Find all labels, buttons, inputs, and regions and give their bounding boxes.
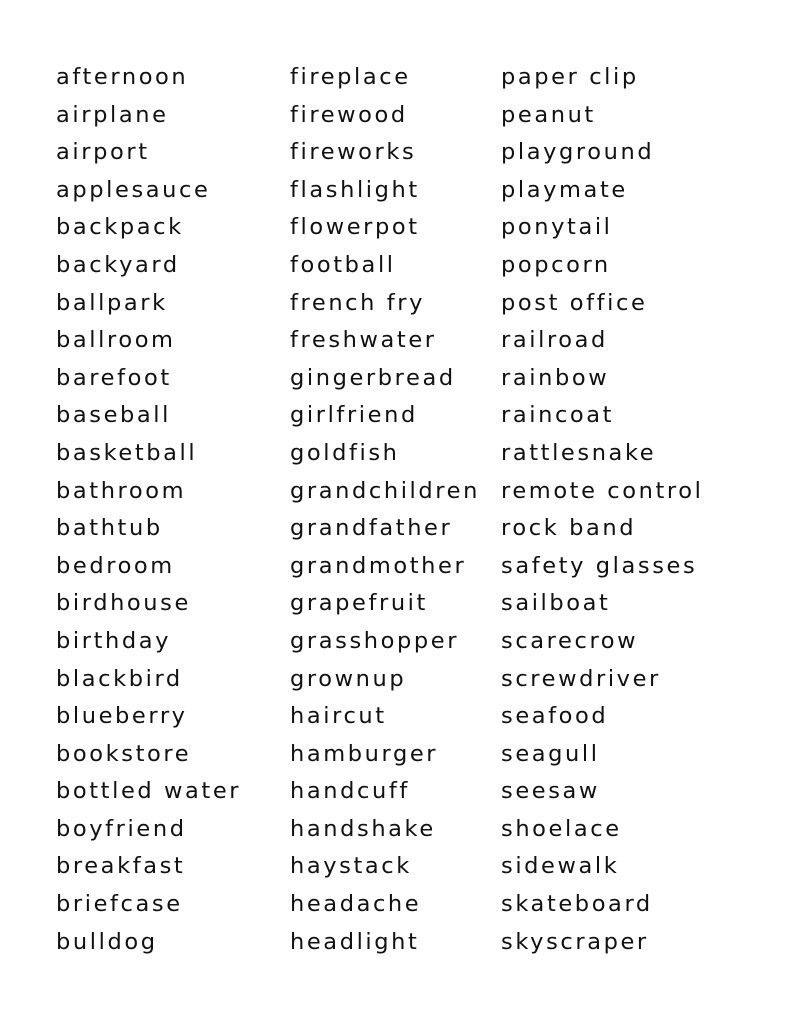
word-item: boyfriend — [56, 815, 187, 842]
word-item: seagull — [501, 740, 600, 767]
word-item: rock band — [501, 515, 637, 542]
word-item: afternoon — [56, 64, 189, 90]
word-item: bathroom — [56, 477, 187, 504]
word-item: fireplace — [290, 64, 411, 90]
word-item: handcuff — [290, 778, 410, 805]
word-item: grownup — [290, 665, 407, 692]
word-item: basketball — [56, 439, 198, 466]
word-item: briefcase — [56, 891, 183, 918]
word-item: grandfather — [290, 515, 453, 542]
word-item: hamburger — [290, 740, 439, 767]
word-item: bedroom — [56, 552, 175, 579]
word-item: sailboat — [501, 590, 611, 617]
word-item: safety glasses — [501, 552, 698, 579]
word-item: blackbird — [56, 665, 183, 692]
word-item: grandchildren — [290, 477, 480, 504]
word-item: birthday — [56, 627, 172, 654]
word-item: headlight — [290, 928, 420, 955]
word-item: grasshopper — [290, 627, 460, 654]
word-item: ballroom — [56, 327, 176, 354]
word-item: breakfast — [56, 853, 186, 880]
word-item: barefoot — [56, 364, 172, 391]
word-item: birdhouse — [56, 590, 191, 617]
word-item: firewood — [290, 101, 408, 128]
word-item: girlfriend — [290, 402, 418, 429]
word-column-2 — [290, 59, 480, 961]
word-item: blueberry — [56, 703, 188, 730]
word-item: shoelace — [501, 815, 622, 842]
word-item: seesaw — [501, 778, 600, 805]
word-item: bulldog — [56, 928, 158, 955]
word-item: grandmother — [290, 552, 467, 579]
word-item: scarecrow — [501, 627, 639, 654]
word-item: backyard — [56, 251, 180, 278]
word-item: headache — [290, 891, 422, 918]
word-item: ballpark — [56, 289, 168, 316]
word-item: peanut — [501, 101, 596, 128]
word-item: bookstore — [56, 740, 192, 767]
word-item: popcorn — [501, 251, 611, 278]
word-item: screwdriver — [501, 665, 661, 692]
word-column-1 — [56, 59, 241, 961]
word-item: baseball — [56, 402, 172, 429]
word-column-3 — [501, 59, 704, 961]
word-item: applesauce — [56, 176, 211, 203]
word-item: playground — [501, 139, 655, 166]
word-item: skateboard — [501, 891, 653, 918]
word-item: post office — [501, 289, 648, 316]
word-item: grapefruit — [290, 590, 428, 617]
word-item: playmate — [501, 176, 628, 203]
word-item: backpack — [56, 214, 184, 241]
word-item: rainbow — [501, 364, 610, 391]
word-item: gingerbread — [290, 364, 456, 391]
word-item: rattlesnake — [501, 439, 657, 466]
word-item: flowerpot — [290, 214, 420, 241]
word-item: paper clip — [501, 64, 639, 90]
word-item: remote control — [501, 477, 704, 504]
word-item: french fry — [290, 289, 426, 316]
word-item: airport — [56, 139, 150, 166]
word-item: handshake — [290, 815, 436, 842]
word-item: fireworks — [290, 139, 417, 166]
word-item: freshwater — [290, 327, 437, 354]
word-item: raincoat — [501, 402, 615, 429]
word-item: bathtub — [56, 515, 163, 542]
word-item: football — [290, 251, 396, 278]
word-item: flashlight — [290, 176, 420, 203]
word-item: skyscraper — [501, 928, 649, 955]
word-item: ponytail — [501, 214, 613, 241]
word-item: seafood — [501, 703, 609, 730]
word-item: haircut — [290, 703, 387, 730]
word-item: goldfish — [290, 439, 400, 466]
word-item: bottled water — [56, 778, 242, 805]
word-item: airplane — [56, 101, 169, 128]
word-item: haystack — [290, 853, 412, 880]
word-item: railroad — [501, 327, 608, 354]
word-item: sidewalk — [501, 853, 620, 880]
